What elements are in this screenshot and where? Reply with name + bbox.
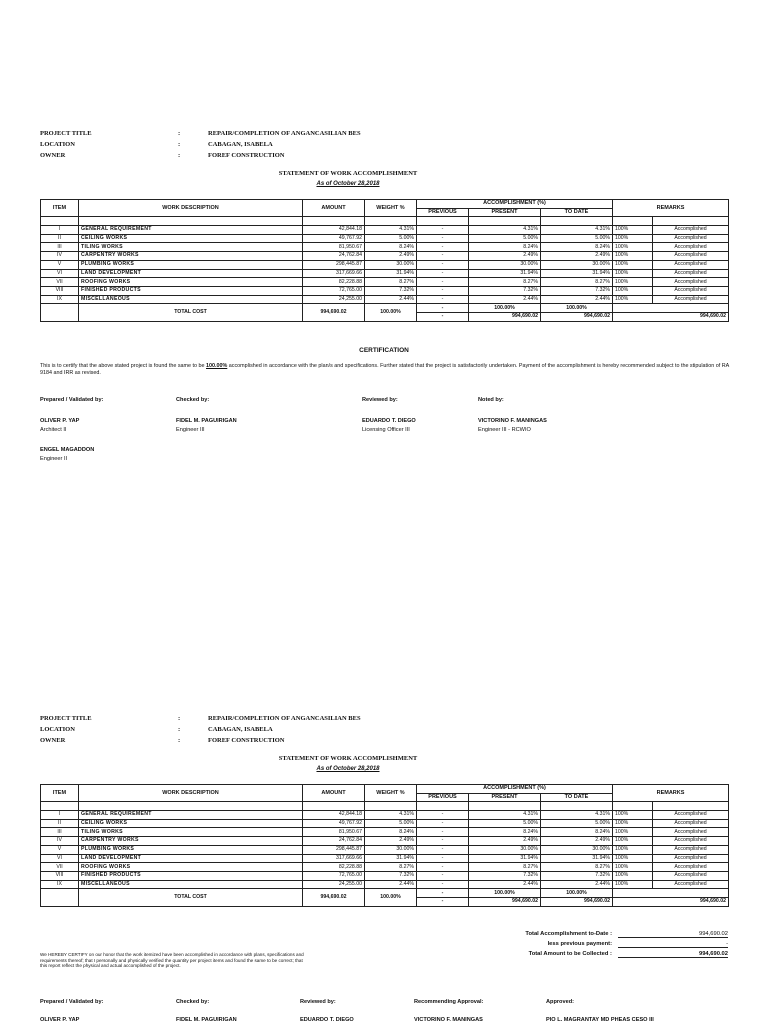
row-to-date: 4.31% xyxy=(541,811,613,820)
total-todate-amount: 994,690.02 xyxy=(541,897,613,906)
row-amount: 24,762.84 xyxy=(303,252,365,261)
colon: : xyxy=(178,141,181,148)
row-weight: 30.00% xyxy=(365,845,417,854)
total-present-pct: 100.00% xyxy=(469,304,541,313)
row-item: VII xyxy=(41,278,79,287)
p2-reviewed-block xyxy=(300,999,354,1023)
certification-text-b: accomplished in accordance with the plan/s and specifications. Further stated that the project is satisfactorily undertaken. Payment of the accomplishment is hereby recommended subject to the stipulation of RA 9184 and IRR as revised. xyxy=(40,363,729,376)
row-previous: - xyxy=(417,269,469,278)
total-present-pct: 100.00% xyxy=(469,889,541,898)
reviewed-role: Licensing Officer III xyxy=(362,427,410,433)
row-percent: 100% xyxy=(613,286,653,295)
row-percent: 100% xyxy=(613,278,653,287)
row-weight: 30.00% xyxy=(365,260,417,269)
col-accomplishment: ACCOMPLISHMENT (%) xyxy=(417,200,613,209)
table-row xyxy=(41,863,729,872)
row-description: CEILING WORKS xyxy=(79,234,303,243)
approved-name: PIO L. MAGRANTAY MD PHEAS CESO III xyxy=(546,1017,654,1023)
row-to-date: 2.49% xyxy=(541,837,613,846)
row-weight: 31.94% xyxy=(365,854,417,863)
row-description: MISCELLANEOUS xyxy=(79,880,303,889)
row-present: 30.00% xyxy=(469,260,541,269)
col-item: ITEM xyxy=(41,785,79,802)
row-to-date: 8.24% xyxy=(541,243,613,252)
row-description: LAND DEVELOPMENT xyxy=(79,269,303,278)
reviewed-name: EDUARDO T. DIEGO xyxy=(362,418,416,424)
signatory-checked xyxy=(176,418,237,433)
row-to-date: 31.94% xyxy=(541,854,613,863)
checked-role: Engineer III xyxy=(176,427,205,433)
row-percent: 100% xyxy=(613,837,653,846)
row-weight: 31.94% xyxy=(365,269,417,278)
row-description: TILING WORKS xyxy=(79,243,303,252)
row-present: 2.44% xyxy=(469,880,541,889)
row-previous: - xyxy=(417,243,469,252)
prepared-by-block xyxy=(40,397,103,403)
row-weight: 8.27% xyxy=(365,863,417,872)
col-previous: PREVIOUS xyxy=(417,208,469,217)
row-description: TILING WORKS xyxy=(79,828,303,837)
row-to-date: 8.24% xyxy=(541,828,613,837)
table-row xyxy=(41,278,729,287)
row-amount: 81,950.67 xyxy=(303,243,365,252)
signatory-reviewed xyxy=(362,418,416,433)
row-to-date: 30.00% xyxy=(541,260,613,269)
row-weight: 8.27% xyxy=(365,278,417,287)
total-previous-amount: - xyxy=(417,312,469,321)
table-row xyxy=(41,234,729,243)
less-previous-value: - xyxy=(618,941,728,948)
row-remark: Accomplished xyxy=(653,880,729,889)
row-weight: 8.24% xyxy=(365,243,417,252)
row-item: I xyxy=(41,811,79,820)
table-row xyxy=(41,819,729,828)
row-present: 8.24% xyxy=(469,828,541,837)
row-previous: - xyxy=(417,295,469,304)
row-percent: 100% xyxy=(613,871,653,880)
checked-name: FIDEL M. PAGUIRIGAN xyxy=(176,1017,237,1023)
col-amount: AMOUNT xyxy=(303,785,365,802)
row-amount: 298,445.87 xyxy=(303,260,365,269)
as-of-date: As of October 28,2018 xyxy=(316,181,380,187)
row-present: 8.27% xyxy=(469,278,541,287)
certification-title: CERTIFICATION xyxy=(359,347,409,354)
total-todate-pct: 100.00% xyxy=(541,889,613,898)
row-percent: 100% xyxy=(613,243,653,252)
row-previous: - xyxy=(417,234,469,243)
project-header-2 xyxy=(40,713,361,746)
row-percent: 100% xyxy=(613,863,653,872)
prepared-role: Architect II xyxy=(40,427,67,433)
project-title-value: REPAIR/COMPLETION OF ANGANCASILIAN BES xyxy=(208,130,361,137)
project-title-label: PROJECT TITLE xyxy=(40,130,92,137)
row-percent: 100% xyxy=(613,880,653,889)
as-of-date-2: As of October 28,2018 xyxy=(316,766,380,772)
location-value: CABAGAN, ISABELA xyxy=(208,141,273,148)
row-amount: 24,255.00 xyxy=(303,295,365,304)
colon: : xyxy=(178,726,181,733)
checked-name: FIDEL M. PAGUIRIGAN xyxy=(176,418,237,424)
row-description: GENERAL REQUIREMENT xyxy=(79,226,303,235)
col-remarks: REMARKS xyxy=(613,200,729,217)
row-description: CARPENTRY WORKS xyxy=(79,252,303,261)
table-row xyxy=(41,286,729,295)
row-to-date: 8.27% xyxy=(541,278,613,287)
row-amount: 42,844.18 xyxy=(303,811,365,820)
total-to-date-label: Total Accomplishment to-Date : xyxy=(525,931,612,937)
row-item: III xyxy=(41,828,79,837)
less-previous-label: less previous payment: xyxy=(547,941,612,947)
signatory-prepared xyxy=(40,418,79,433)
row-to-date: 2.44% xyxy=(541,880,613,889)
noted-role: Engineer III - RCWIO xyxy=(478,427,531,433)
colon: : xyxy=(178,152,181,159)
owner-value: FOREF CONSTRUCTION xyxy=(208,737,285,744)
col-remarks: REMARKS xyxy=(613,785,729,802)
row-item: IV xyxy=(41,252,79,261)
p2-checked-block xyxy=(176,999,237,1023)
row-previous: - xyxy=(417,260,469,269)
reviewed-label: Reviewed by: xyxy=(362,397,398,403)
row-present: 4.31% xyxy=(469,811,541,820)
row-present: 5.00% xyxy=(469,234,541,243)
row-percent: 100% xyxy=(613,845,653,854)
row-description: GENERAL REQUIREMENT xyxy=(79,811,303,820)
row-to-date: 7.32% xyxy=(541,286,613,295)
row-weight: 2.44% xyxy=(365,880,417,889)
noted-name: VICTORINO F. MANINGAS xyxy=(478,418,547,424)
row-remark: Accomplished xyxy=(653,278,729,287)
second-name: ENGEL MAGADDON xyxy=(40,447,95,453)
row-weight: 5.00% xyxy=(365,234,417,243)
row-description: LAND DEVELOPMENT xyxy=(79,854,303,863)
table-row xyxy=(41,295,729,304)
accomplishment-table-2 xyxy=(40,784,729,907)
row-present: 4.31% xyxy=(469,226,541,235)
row-previous: - xyxy=(417,854,469,863)
row-present: 7.32% xyxy=(469,871,541,880)
row-description: MISCELLANEOUS xyxy=(79,295,303,304)
table-row xyxy=(41,243,729,252)
row-amount: 24,762.84 xyxy=(303,837,365,846)
row-remark: Accomplished xyxy=(653,295,729,304)
row-previous: - xyxy=(417,880,469,889)
row-percent: 100% xyxy=(613,226,653,235)
row-weight: 4.31% xyxy=(365,811,417,820)
row-remark: Accomplished xyxy=(653,252,729,261)
total-to-date-value: 994,690.02 xyxy=(618,931,728,938)
p2-approved-block xyxy=(546,999,654,1023)
total-previous-pct: - xyxy=(417,889,469,898)
col-accomplishment: ACCOMPLISHMENT (%) xyxy=(417,785,613,794)
row-remark: Accomplished xyxy=(653,243,729,252)
row-remark: Accomplished xyxy=(653,828,729,837)
row-previous: - xyxy=(417,819,469,828)
row-description: PLUMBING WORKS xyxy=(79,845,303,854)
certification-text xyxy=(40,363,730,377)
row-amount: 82,228.88 xyxy=(303,863,365,872)
row-remark: Accomplished xyxy=(653,226,729,235)
row-item: V xyxy=(41,260,79,269)
second-role: Engineer II xyxy=(40,456,68,462)
total-amount: 994,690.02 xyxy=(303,889,365,906)
row-description: ROOFING WORKS xyxy=(79,863,303,872)
table-row xyxy=(41,260,729,269)
location-label: LOCATION xyxy=(40,141,75,148)
total-previous-amount: - xyxy=(417,897,469,906)
row-amount: 49,767.92 xyxy=(303,234,365,243)
row-weight: 2.49% xyxy=(365,252,417,261)
checked-by-block xyxy=(176,397,209,403)
row-amount: 298,445.87 xyxy=(303,845,365,854)
col-amount: AMOUNT xyxy=(303,200,365,217)
total-previous-pct: - xyxy=(417,304,469,313)
row-weight: 8.24% xyxy=(365,828,417,837)
row-present: 5.00% xyxy=(469,819,541,828)
row-description: ROOFING WORKS xyxy=(79,278,303,287)
row-remark: Accomplished xyxy=(653,269,729,278)
total-weight: 100.00% xyxy=(365,889,417,906)
row-present: 8.27% xyxy=(469,863,541,872)
row-percent: 100% xyxy=(613,811,653,820)
total-todate-amount: 994,690.02 xyxy=(541,312,613,321)
row-present: 8.24% xyxy=(469,243,541,252)
row-present: 2.49% xyxy=(469,252,541,261)
row-item: V xyxy=(41,845,79,854)
table-body xyxy=(41,811,729,889)
p2-recommending-block xyxy=(414,999,483,1023)
row-item: I xyxy=(41,226,79,235)
col-weight: WEIGHT % xyxy=(365,200,417,217)
recommending-label: Recommending Approval: xyxy=(414,999,484,1005)
table-row xyxy=(41,828,729,837)
prepared-label: Prepared / Validated by: xyxy=(40,999,104,1005)
total-cost-label: TOTAL COST xyxy=(79,889,303,906)
row-percent: 100% xyxy=(613,854,653,863)
prepared-name: OLIVER P. YAP xyxy=(40,418,80,424)
total-amount: 994,690.02 xyxy=(303,304,365,321)
table-total xyxy=(41,889,729,906)
row-present: 30.00% xyxy=(469,845,541,854)
colon: : xyxy=(178,715,181,722)
row-previous: - xyxy=(417,828,469,837)
row-percent: 100% xyxy=(613,269,653,278)
table-row xyxy=(41,252,729,261)
row-previous: - xyxy=(417,226,469,235)
total-weight: 100.00% xyxy=(365,304,417,321)
row-item: IV xyxy=(41,837,79,846)
row-amount: 42,844.18 xyxy=(303,226,365,235)
row-item: VI xyxy=(41,854,79,863)
row-remark: Accomplished xyxy=(653,854,729,863)
table-body xyxy=(41,226,729,304)
row-description: FINISHED PRODUCTS xyxy=(79,871,303,880)
reviewed-label: Reviewed by: xyxy=(300,999,336,1005)
p2-prepared-block xyxy=(40,999,103,1023)
row-to-date: 31.94% xyxy=(541,269,613,278)
col-weight: WEIGHT % xyxy=(365,785,417,802)
col-item: ITEM xyxy=(41,200,79,217)
hereby-certify-text: We HEREBY CERTIFY on our honor that the work itemized have been accomplished in accordance with plans, specifications and requirements thereof; that I personally and physically verified the quantity per project items and found the same to be correct; that this report reflect the physical and actual accomplished of the project. xyxy=(40,952,304,969)
row-item: IX xyxy=(41,295,79,304)
row-previous: - xyxy=(417,278,469,287)
total-present-amount: 994,690.02 xyxy=(469,897,541,906)
row-item: III xyxy=(41,243,79,252)
row-item: VIII xyxy=(41,871,79,880)
row-to-date: 2.44% xyxy=(541,295,613,304)
total-cost-label: TOTAL COST xyxy=(79,304,303,321)
col-work-description: WORK DESCRIPTION xyxy=(79,200,303,217)
col-to-date: TO DATE xyxy=(541,793,613,802)
table-row xyxy=(41,226,729,235)
row-previous: - xyxy=(417,845,469,854)
owner-value: FOREF CONSTRUCTION xyxy=(208,152,285,159)
row-to-date: 5.00% xyxy=(541,234,613,243)
table-total xyxy=(41,304,729,321)
row-present: 31.94% xyxy=(469,269,541,278)
row-previous: - xyxy=(417,811,469,820)
noted-by-block xyxy=(478,397,504,403)
row-previous: - xyxy=(417,871,469,880)
row-description: CEILING WORKS xyxy=(79,819,303,828)
row-to-date: 2.49% xyxy=(541,252,613,261)
row-remark: Accomplished xyxy=(653,234,729,243)
row-remark: Accomplished xyxy=(653,286,729,295)
statement-title-2: STATEMENT OF WORK ACCOMPLISHMENT xyxy=(278,755,418,762)
table-row xyxy=(41,837,729,846)
colon: : xyxy=(178,737,181,744)
col-present: PRESENT xyxy=(469,793,541,802)
row-item: II xyxy=(41,234,79,243)
row-to-date: 7.32% xyxy=(541,871,613,880)
total-todate-pct: 100.00% xyxy=(541,304,613,313)
row-remark: Accomplished xyxy=(653,837,729,846)
row-present: 31.94% xyxy=(469,854,541,863)
approved-label: Approved: xyxy=(546,999,574,1005)
table-row xyxy=(41,269,729,278)
row-remark: Accomplished xyxy=(653,871,729,880)
row-weight: 2.44% xyxy=(365,295,417,304)
total-present-amount: 994,690.02 xyxy=(469,312,541,321)
checked-label: Checked by: xyxy=(176,397,210,403)
row-amount: 49,767.92 xyxy=(303,819,365,828)
row-amount: 81,950.67 xyxy=(303,828,365,837)
prepared-name: OLIVER P. YAP xyxy=(40,1017,80,1023)
row-previous: - xyxy=(417,863,469,872)
certification-text-a: This is to certify that the above stated project is found the same to be xyxy=(40,363,207,369)
row-amount: 317,669.66 xyxy=(303,269,365,278)
row-amount: 24,255.00 xyxy=(303,880,365,889)
row-previous: - xyxy=(417,286,469,295)
table-row xyxy=(41,811,729,820)
row-remark: Accomplished xyxy=(653,845,729,854)
owner-label: OWNER xyxy=(40,737,66,744)
row-percent: 100% xyxy=(613,252,653,261)
row-weight: 7.32% xyxy=(365,871,417,880)
payment-summary xyxy=(470,929,728,959)
row-to-date: 8.27% xyxy=(541,863,613,872)
row-amount: 72,765.00 xyxy=(303,286,365,295)
total-remarks-amount: 994,690.02 xyxy=(613,312,729,321)
certification-percent: 100.00% xyxy=(206,363,228,369)
row-item: VII xyxy=(41,863,79,872)
row-item: II xyxy=(41,819,79,828)
row-to-date: 30.00% xyxy=(541,845,613,854)
project-title-label: PROJECT TITLE xyxy=(40,715,92,722)
signatory-second xyxy=(40,447,94,462)
statement-title: STATEMENT OF WORK ACCOMPLISHMENT xyxy=(278,170,418,177)
table-row xyxy=(41,845,729,854)
row-present: 7.32% xyxy=(469,286,541,295)
row-percent: 100% xyxy=(613,234,653,243)
checked-label: Checked by: xyxy=(176,999,210,1005)
noted-label: Noted by: xyxy=(478,397,504,403)
row-to-date: 4.31% xyxy=(541,226,613,235)
recommending-name: VICTORINO F. MANINGAS xyxy=(414,1017,483,1023)
row-percent: 100% xyxy=(613,819,653,828)
row-present: 2.44% xyxy=(469,295,541,304)
col-work-description: WORK DESCRIPTION xyxy=(79,785,303,802)
row-percent: 100% xyxy=(613,828,653,837)
reviewed-name: EDUARDO T. DIEGO xyxy=(300,1017,354,1023)
col-previous: PREVIOUS xyxy=(417,793,469,802)
row-percent: 100% xyxy=(613,260,653,269)
project-title-value: REPAIR/COMPLETION OF ANGANCASILIAN BES xyxy=(208,715,361,722)
owner-label: OWNER xyxy=(40,152,66,159)
row-weight: 2.49% xyxy=(365,837,417,846)
project-header xyxy=(40,128,361,161)
table-row xyxy=(41,854,729,863)
row-to-date: 5.00% xyxy=(541,819,613,828)
col-present: PRESENT xyxy=(469,208,541,217)
total-collected-label: Total Amount to be Collected : xyxy=(528,951,612,957)
reviewed-by-block xyxy=(362,397,398,403)
row-amount: 317,669.66 xyxy=(303,854,365,863)
table-row xyxy=(41,880,729,889)
row-previous: - xyxy=(417,252,469,261)
row-description: FINISHED PRODUCTS xyxy=(79,286,303,295)
row-remark: Accomplished xyxy=(653,819,729,828)
row-item: VI xyxy=(41,269,79,278)
row-weight: 4.31% xyxy=(365,226,417,235)
row-remark: Accomplished xyxy=(653,260,729,269)
row-description: PLUMBING WORKS xyxy=(79,260,303,269)
row-item: IX xyxy=(41,880,79,889)
total-collected-value: 994,690.02 xyxy=(618,951,728,958)
row-description: CARPENTRY WORKS xyxy=(79,837,303,846)
row-remark: Accomplished xyxy=(653,863,729,872)
row-item: VIII xyxy=(41,286,79,295)
col-to-date: TO DATE xyxy=(541,208,613,217)
row-weight: 7.32% xyxy=(365,286,417,295)
row-amount: 72,765.00 xyxy=(303,871,365,880)
table-row xyxy=(41,871,729,880)
colon: : xyxy=(178,130,181,137)
row-percent: 100% xyxy=(613,295,653,304)
row-previous: - xyxy=(417,837,469,846)
location-label: LOCATION xyxy=(40,726,75,733)
row-present: 2.49% xyxy=(469,837,541,846)
total-remarks-amount: 994,690.02 xyxy=(613,897,729,906)
location-value: CABAGAN, ISABELA xyxy=(208,726,273,733)
row-remark: Accomplished xyxy=(653,811,729,820)
accomplishment-table xyxy=(40,199,729,322)
row-weight: 5.00% xyxy=(365,819,417,828)
prepared-label: Prepared / Validated by: xyxy=(40,397,104,403)
row-amount: 82,228.88 xyxy=(303,278,365,287)
signatory-noted xyxy=(478,418,547,433)
